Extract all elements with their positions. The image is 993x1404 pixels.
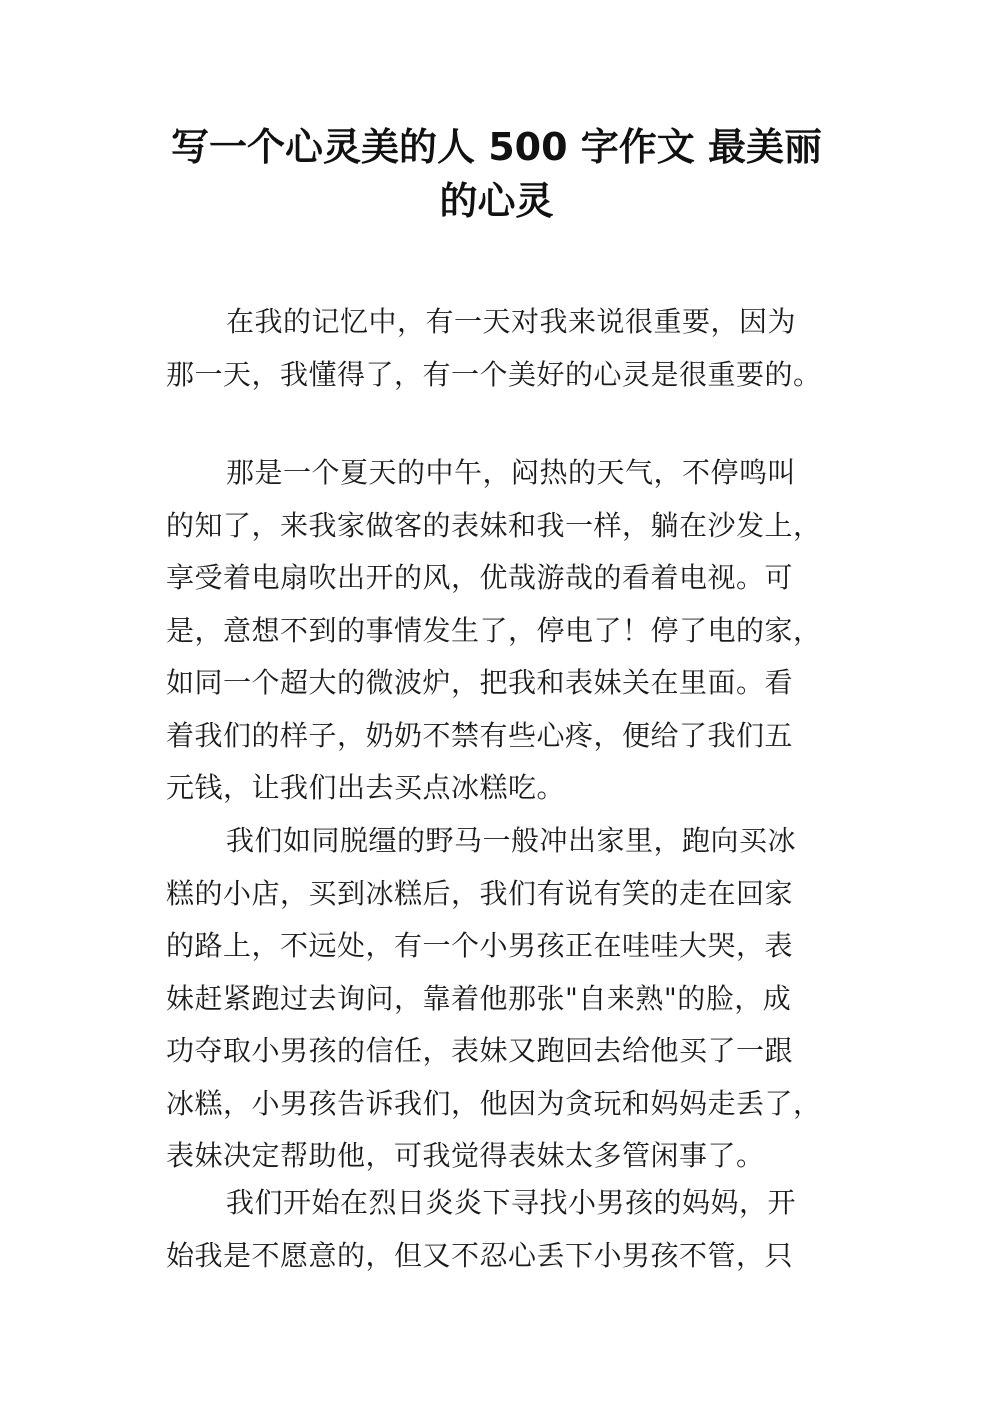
text-line: 元钱，让我们出去买点冰糕吃。 (166, 771, 566, 804)
text-line: 我们开始在烈日炎炎下寻找小男孩的妈妈，开 (226, 1186, 797, 1219)
document-title (150, 120, 843, 228)
text-line: 妹赶紧跑过去询问，靠着他那张"自来熟"的脸，成 (166, 981, 792, 1015)
text-line: 那一天，我懂得了，有一个美好的心灵是很重要的。 (166, 357, 822, 391)
text-line: 始我是不愿意的，但又不忍心丢下小男孩不管，只 (166, 1238, 794, 1272)
text-line: 是，意想不到的事情发生了，停电了！停了电的家， (166, 613, 822, 647)
text-line: 糕的小店，买到冰糕后，我们有说有笑的走在回家 (166, 876, 794, 910)
paragraph-2 (166, 447, 836, 815)
text-line: 享受着电扇吹出开的风，优哉游哉的看着电视。可 (166, 561, 794, 594)
text-line: 我们如同脱缰的野马一般冲出家里，跑向买冰 (226, 824, 797, 857)
title-line: 写一个心灵美的人 500 字作文 最美丽 (170, 125, 822, 169)
text-line: 表妹决定帮助他，可我觉得表妹太多管闲事了。 (166, 1139, 765, 1172)
paragraph-3 (166, 815, 836, 1183)
text-line: 着我们的样子，奶奶不禁有些心疼，便给了我们五 (166, 718, 794, 752)
text-line: 在我的记忆中，有一天对我来说很重要，因为 (226, 305, 797, 338)
paragraph-1 (166, 296, 836, 401)
title-line: 的心灵 (439, 179, 554, 223)
text-line: 冰糕，小男孩告诉我们，他因为贪玩和妈妈走丢了， (166, 1086, 822, 1120)
text-line: 如同一个超大的微波炉，把我和表妹关在里面。看 (166, 666, 794, 699)
text-line: 的路上，不远处，有一个小男孩正在哇哇大哭，表 (166, 929, 794, 962)
text-line: 那是一个夏天的中午，闷热的天气，不停鸣叫 (226, 456, 797, 489)
text-line: 功夺取小男孩的信任，表妹又跑回去给他买了一跟 (166, 1034, 794, 1067)
text-line: 的知了，来我家做客的表妹和我一样，躺在沙发上， (166, 508, 822, 542)
paragraph-4 (166, 1177, 836, 1282)
